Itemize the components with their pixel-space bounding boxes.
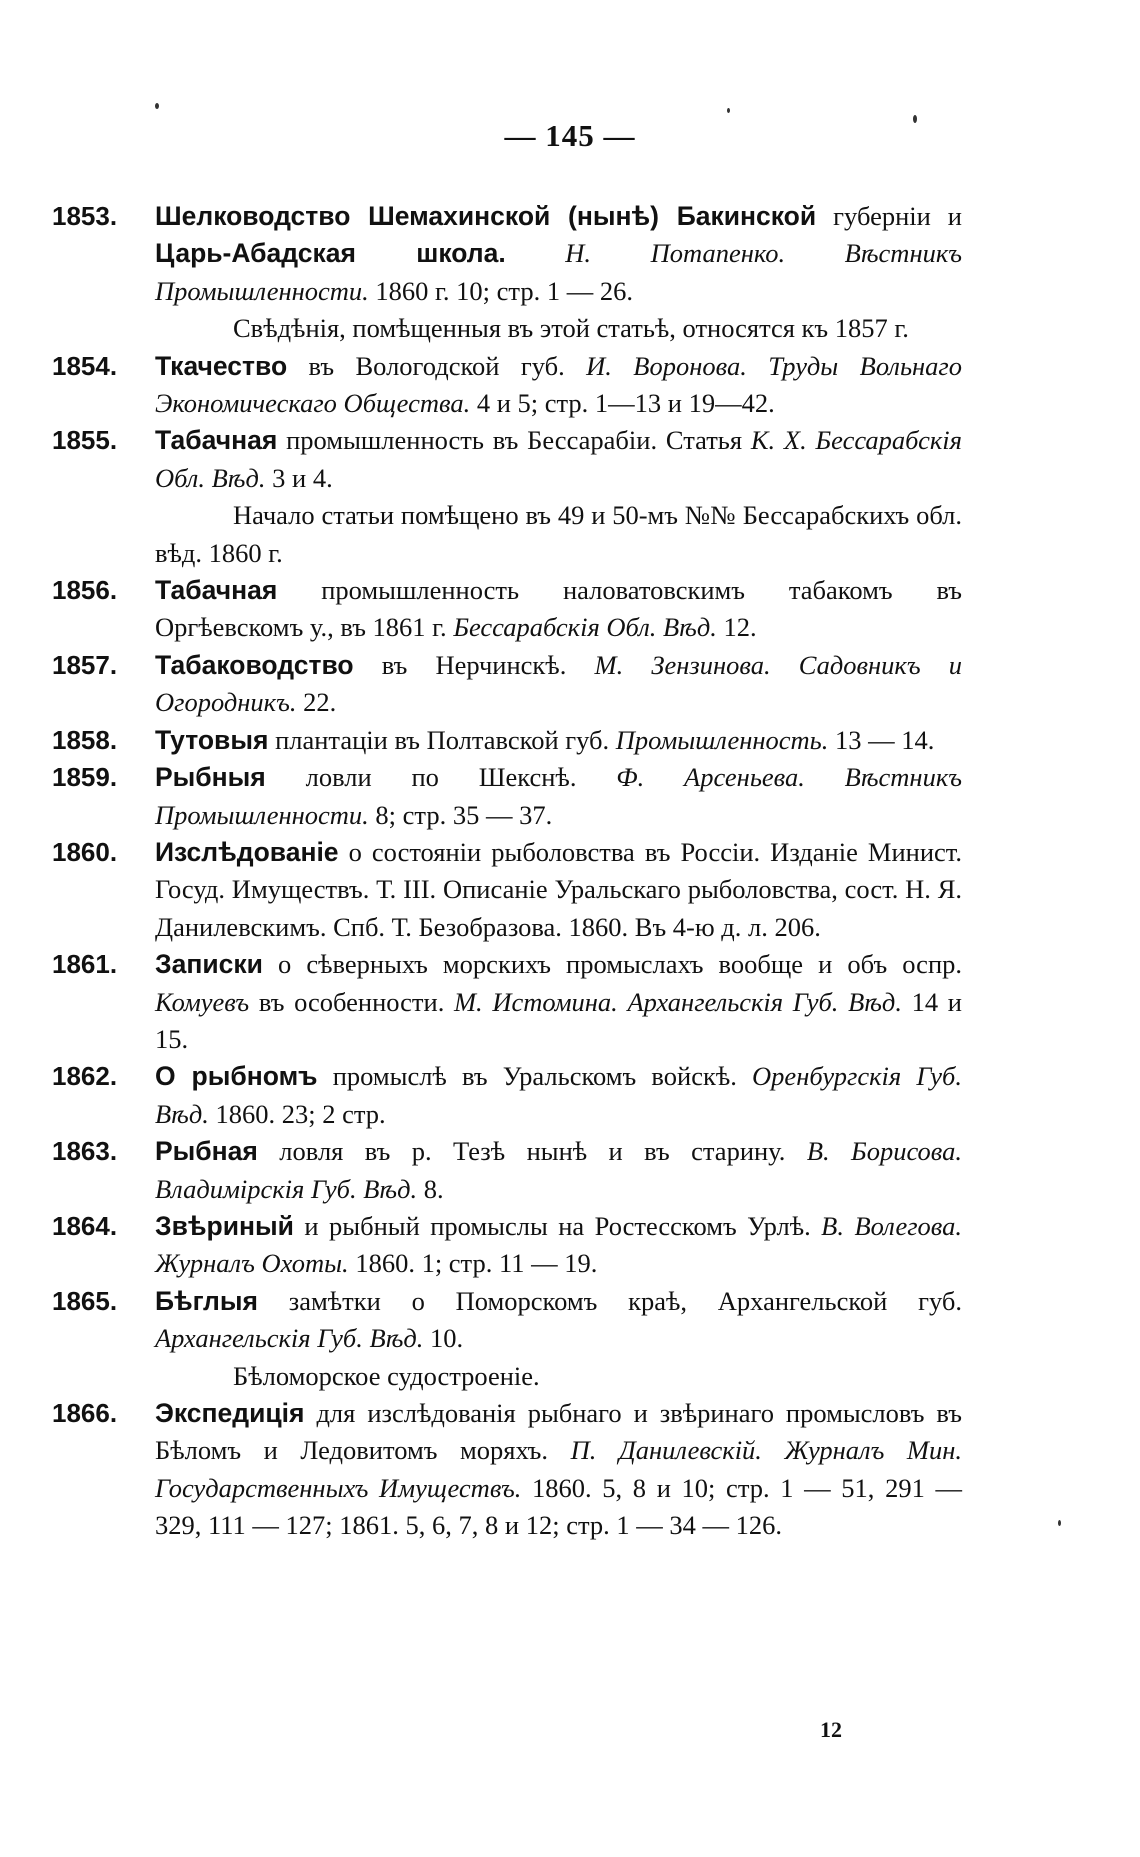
entry-description: 1860 г. 10; стр. 1 — 26.	[368, 275, 633, 306]
entry-description: въ Вологодской губ.	[287, 350, 587, 381]
entry-source: Комуевъ	[155, 986, 250, 1017]
entry-text	[155, 759, 962, 834]
bibliography-entry	[52, 348, 962, 423]
entry-number: 1862.	[52, 1061, 118, 1092]
entry-description: 1860. 5, 8 и 10; стр. 1 — 51, 291 — 329, 111 — 127; 1861. 5, 6, 7, 8 и 12; стр. 1 — 34 — 126.	[155, 1472, 962, 1541]
bibliography-entry	[52, 1208, 962, 1283]
entry-keyword: Рыбная	[155, 1136, 258, 1167]
entry-description: губернiи и	[816, 201, 962, 231]
entry-source: Промышленность.	[615, 724, 829, 755]
entry-description: 14 и 15.	[155, 986, 962, 1054]
entry-description: въ Нерчинскѣ.	[353, 649, 595, 680]
entry-number: 1856.	[52, 575, 118, 606]
entry-text	[155, 198, 962, 310]
entry-description: 10.	[423, 1323, 464, 1354]
scan-speck	[913, 115, 917, 123]
entry-note: Бѣломорское судостроенiе.	[233, 1360, 540, 1391]
entry-text	[155, 348, 962, 423]
scan-speck	[1058, 1520, 1061, 1526]
entry-source: Н. Потапенко. Вѣстникъ Промышленности.	[155, 238, 962, 306]
entry-keyword: Табаководство	[155, 649, 354, 680]
entry-text	[155, 1058, 962, 1133]
bibliography-entry	[52, 572, 962, 647]
entry-text	[155, 946, 962, 1058]
entry-source: Ф. Арсеньева. Вѣстникъ Промышленности.	[155, 762, 962, 830]
entry-source: Бессарабскiя Обл. Вѣд.	[453, 612, 717, 643]
bibliography-entry	[52, 1058, 962, 1133]
entry-text	[155, 1133, 962, 1208]
entry-keyword: Ткачество	[155, 350, 288, 381]
bibliography-entry	[52, 422, 962, 572]
entry-source: Архангельскiя Губ. Вѣд.	[155, 1323, 424, 1354]
entry-number: 1855.	[52, 425, 118, 456]
entry-description: замѣтки о Поморскомъ краѣ, Архангельской губ.	[257, 1285, 962, 1316]
entry-description: и рыбный промыслы на Ростесскомъ Урлѣ.	[293, 1210, 822, 1241]
bibliography-entry	[52, 722, 962, 759]
bibliography-entry	[52, 759, 962, 834]
entry-text	[155, 722, 962, 759]
bibliography-entry	[52, 647, 962, 722]
entry-keyword: Табачная	[155, 575, 278, 606]
entry-source: М. Истомина. Архангельскiя Губ. Вѣд.	[453, 986, 902, 1017]
entry-number: 1865.	[52, 1285, 118, 1316]
entry-source: К. Х. Бессарабскiя Обл. Вѣд.	[155, 425, 962, 493]
entry-description: промышленность въ Бессарабiи. Статья	[277, 425, 751, 456]
entry-description: ловли по Шекснѣ.	[265, 762, 617, 793]
entry-description: промыслѣ въ Уральскомъ войскѣ.	[317, 1061, 753, 1092]
entry-description: для изслѣдованiя рыбнаго и звѣринаго промысловъ въ Бѣломъ и Ледовитомъ моряхъ.	[155, 1398, 962, 1466]
entry-number: 1859.	[52, 762, 118, 793]
entry-description: 22.	[296, 687, 337, 718]
entry-number: 1854.	[52, 350, 118, 381]
bibliography-entry	[52, 1283, 962, 1395]
bibliography-entry	[52, 1395, 962, 1545]
entry-text	[155, 422, 962, 497]
entry-keyword: Экспедицiя	[155, 1398, 305, 1428]
entry-number: 1864.	[52, 1210, 118, 1241]
entry-number: 1863.	[52, 1136, 118, 1167]
entry-number: 1860.	[52, 836, 118, 867]
entry-number: 1857.	[52, 649, 118, 680]
entry-description: 8; стр. 35 — 37.	[368, 799, 553, 830]
entry-description: 1860. 1; стр. 11 — 19.	[348, 1248, 598, 1279]
entry-text	[155, 1208, 962, 1283]
entry-source: Оренбургскiя Губ. Вѣд.	[155, 1061, 963, 1129]
entry-text	[155, 1283, 962, 1358]
bibliography-list	[52, 198, 962, 1545]
bibliography-entry	[52, 1133, 962, 1208]
entry-source: М. Зензинова. Садовникъ и Огородникъ.	[155, 649, 962, 718]
entry-number: 1853.	[52, 201, 118, 231]
entry-keyword: Изслѣдованiе	[155, 836, 339, 867]
entry-description: 1860. 23; 2 стр.	[208, 1098, 386, 1129]
scan-speck	[727, 108, 730, 113]
entry-description: о состоянiи рыболовства въ Россiи. Изданiе Минист. Госуд. Имуществъ. Т. III. Описанiе Уральскаго рыболовства, сост. Н. Я. Данилевскимъ. Спб. Т. Безобразова. 1860. Въ 4-ю д. л. 206.	[155, 836, 962, 942]
entry-description: 3 и 4.	[265, 462, 333, 493]
entry-description: 8.	[417, 1173, 444, 1204]
bibliography-entry	[52, 198, 962, 348]
bibliography-entry	[52, 834, 962, 946]
entry-text	[155, 572, 962, 647]
entry-keyword: Записки	[155, 949, 263, 980]
entry-keyword: Царь-Абадская школа.	[155, 238, 506, 269]
entry-description: о сѣверныхъ морскихъ промыслахъ вообще и объ оспр.	[262, 949, 962, 980]
entry-description: 13 — 14.	[828, 724, 935, 755]
entry-description: промышленность наловатовскимъ табакомъ въ Оргѣевскомъ у., въ 1861 г.	[155, 575, 962, 643]
entry-number: 1861.	[52, 949, 118, 980]
entry-description: плантацiи въ Полтавской губ.	[268, 724, 616, 755]
entry-text	[155, 1395, 962, 1545]
bibliography-entry	[52, 946, 962, 1058]
entry-text	[155, 834, 962, 946]
entry-description: ловля въ р. Тезѣ нынѣ и въ старину.	[257, 1136, 807, 1167]
scan-speck	[155, 103, 159, 109]
entry-source: П. Данилевскiй. Журналъ Мин. Государственныхъ Имуществъ.	[155, 1435, 962, 1503]
entry-keyword: Звѣриный	[155, 1210, 294, 1241]
entry-number: 1866.	[52, 1398, 118, 1428]
entry-source: В. Волегова. Журналъ Охоты.	[155, 1210, 962, 1279]
entry-description: 4 и 5; стр. 1—13 и 19—42.	[470, 388, 775, 419]
entry-keyword: О рыбномъ	[155, 1061, 318, 1092]
page-number: — 145 —	[504, 118, 636, 153]
entry-text	[155, 647, 962, 722]
entry-keyword: Рыбныя	[155, 762, 266, 793]
entry-keyword: Шелководство Шемахинской (нынѣ) Бакинской	[155, 201, 817, 231]
entry-description: въ особенности.	[249, 986, 454, 1017]
signature-mark: 12	[820, 1717, 842, 1742]
entry-keyword: Тутовыя	[155, 724, 269, 755]
entry-source: И. Воронова. Труды Вольнаго Экономическаго Общества.	[155, 350, 963, 419]
entry-keyword: Бѣглыя	[155, 1285, 258, 1316]
entry-source: В. Борисова. Владимiрскiя Губ. Вѣд.	[155, 1136, 962, 1204]
entry-note: Начало статьи помѣщено въ 49 и 50-мъ №№ Бессарабскихъ обл. вѣд. 1860 г.	[155, 500, 962, 568]
entry-note: Свѣдѣнiя, помѣщенныя въ этой статьѣ, относятся къ 1857 г.	[233, 313, 909, 344]
entry-keyword: Табачная	[155, 425, 278, 456]
entry-description: 12.	[716, 612, 757, 643]
entry-number: 1858.	[52, 724, 118, 755]
